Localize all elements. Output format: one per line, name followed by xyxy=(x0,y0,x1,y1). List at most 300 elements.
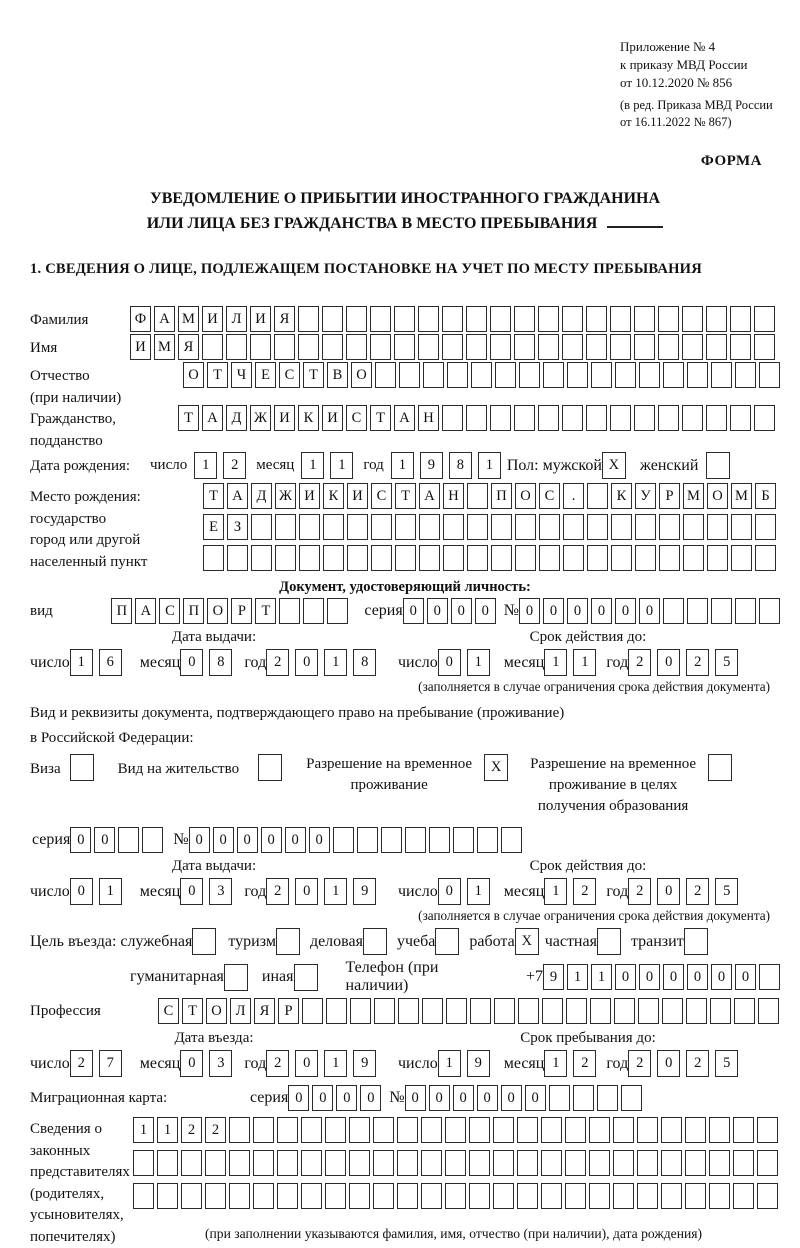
permit-expiry-year-cell[interactable]: 0 xyxy=(657,878,680,905)
representatives-cell[interactable] xyxy=(469,1183,490,1209)
given-name-cell[interactable] xyxy=(538,334,559,360)
representatives-cell[interactable] xyxy=(565,1117,586,1143)
stay-day-cell[interactable]: 1 xyxy=(438,1050,461,1077)
stay-month-input[interactable] xyxy=(544,1050,596,1077)
stay-day-cell[interactable]: 9 xyxy=(467,1050,490,1077)
phone-cell[interactable]: 0 xyxy=(663,964,684,990)
doc-expiry-day-input[interactable] xyxy=(438,649,490,676)
migcard-series-cell[interactable]: 0 xyxy=(288,1085,309,1111)
birthplace-cell[interactable] xyxy=(515,545,536,571)
birthplace-cell[interactable] xyxy=(251,545,272,571)
representatives-cell[interactable] xyxy=(517,1183,538,1209)
representatives-cell[interactable] xyxy=(397,1150,418,1176)
representatives-cell[interactable] xyxy=(517,1150,538,1176)
given-name-cell[interactable] xyxy=(418,334,439,360)
profession-cell[interactable] xyxy=(566,998,587,1024)
representatives-cell[interactable] xyxy=(277,1183,298,1209)
doc-issue-day-cell[interactable]: 1 xyxy=(70,649,93,676)
representatives-cell[interactable] xyxy=(709,1183,730,1209)
surname-cell[interactable]: Ф xyxy=(130,306,151,332)
sex-male-checkbox[interactable] xyxy=(602,452,626,479)
birthplace-cell[interactable]: Ж xyxy=(275,483,296,509)
profession-cell[interactable] xyxy=(374,998,395,1024)
profession-cell[interactable] xyxy=(710,998,731,1024)
surname-cell[interactable] xyxy=(346,306,367,332)
entry-day-cell[interactable]: 2 xyxy=(70,1050,93,1077)
representatives-cell[interactable] xyxy=(589,1150,610,1176)
representatives-cell[interactable] xyxy=(565,1183,586,1209)
surname-cell[interactable] xyxy=(370,306,391,332)
representatives-cell[interactable] xyxy=(205,1150,226,1176)
stay-year-cell[interactable]: 2 xyxy=(686,1050,709,1077)
citizenship-cell[interactable]: А xyxy=(202,405,223,431)
surname-cell[interactable] xyxy=(466,306,487,332)
profession-cell[interactable] xyxy=(614,998,635,1024)
birthplace-cell[interactable] xyxy=(659,545,680,571)
representatives-cell[interactable] xyxy=(565,1150,586,1176)
representatives-cell[interactable]: 2 xyxy=(181,1117,202,1143)
birth-day-input[interactable] xyxy=(194,452,246,479)
representatives-input-line3[interactable] xyxy=(133,1183,778,1209)
profession-cell[interactable]: Р xyxy=(278,998,299,1024)
doc-expiry-year-cell[interactable]: 5 xyxy=(715,649,738,676)
representatives-cell[interactable] xyxy=(397,1183,418,1209)
permit-expiry-year-cell[interactable]: 2 xyxy=(628,878,651,905)
document-type-cell[interactable]: А xyxy=(135,598,156,624)
permit-number-cell[interactable] xyxy=(501,827,522,853)
representatives-cell[interactable] xyxy=(325,1150,346,1176)
birthplace-cell[interactable] xyxy=(443,545,464,571)
citizenship-cell[interactable]: Н xyxy=(418,405,439,431)
surname-cell[interactable]: Я xyxy=(274,306,295,332)
stay-month-cell[interactable]: 1 xyxy=(544,1050,567,1077)
profession-cell[interactable] xyxy=(518,998,539,1024)
surname-cell[interactable] xyxy=(682,306,703,332)
representatives-cell[interactable] xyxy=(517,1117,538,1143)
birthplace-cell[interactable] xyxy=(683,545,704,571)
citizenship-cell[interactable]: И xyxy=(322,405,343,431)
given-name-cell[interactable] xyxy=(322,334,343,360)
representatives-cell[interactable] xyxy=(709,1117,730,1143)
profession-cell[interactable] xyxy=(470,998,491,1024)
visa-checkbox[interactable] xyxy=(70,754,94,781)
representatives-cell[interactable] xyxy=(229,1117,250,1143)
doc-issue-year-cell[interactable]: 8 xyxy=(353,649,376,676)
birthplace-cell[interactable] xyxy=(323,545,344,571)
phone-cell[interactable]: 0 xyxy=(639,964,660,990)
patronymic-cell[interactable] xyxy=(447,362,468,388)
birthplace-cell[interactable]: У xyxy=(635,483,656,509)
birthplace-cell[interactable]: К xyxy=(611,483,632,509)
birth-year-input[interactable] xyxy=(391,452,501,479)
birthplace-cell[interactable] xyxy=(467,483,488,509)
representatives-cell[interactable] xyxy=(325,1117,346,1143)
permit-issue-year-cell[interactable]: 1 xyxy=(324,878,347,905)
entry-month-cell[interactable]: 3 xyxy=(209,1050,232,1077)
patronymic-cell[interactable] xyxy=(471,362,492,388)
permit-issue-year-cell[interactable]: 9 xyxy=(353,878,376,905)
permit-issue-month-cell[interactable]: 3 xyxy=(209,878,232,905)
document-number-cell[interactable] xyxy=(663,598,684,624)
birthplace-cell[interactable] xyxy=(347,514,368,540)
representatives-cell[interactable] xyxy=(421,1117,442,1143)
entry-year-input[interactable] xyxy=(266,1050,376,1077)
citizenship-cell[interactable] xyxy=(562,405,583,431)
representatives-cell[interactable] xyxy=(325,1183,346,1209)
citizenship-cell[interactable] xyxy=(514,405,535,431)
doc-issue-day-cell[interactable]: 6 xyxy=(99,649,122,676)
representatives-cell[interactable] xyxy=(661,1183,682,1209)
birthplace-cell[interactable] xyxy=(683,514,704,540)
given-name-cell[interactable] xyxy=(682,334,703,360)
representatives-cell[interactable] xyxy=(253,1183,274,1209)
given-name-cell[interactable] xyxy=(394,334,415,360)
birthplace-cell[interactable] xyxy=(635,514,656,540)
patronymic-cell[interactable] xyxy=(591,362,612,388)
document-number-cell[interactable] xyxy=(759,598,780,624)
purpose-tourism-checkbox-cell[interactable] xyxy=(276,928,300,955)
doc-issue-month-cell[interactable]: 8 xyxy=(209,649,232,676)
document-number-cell[interactable]: 0 xyxy=(567,598,588,624)
citizenship-cell[interactable] xyxy=(610,405,631,431)
sex-male-checkbox-cell[interactable]: X xyxy=(602,452,626,479)
birthplace-cell[interactable] xyxy=(755,514,776,540)
document-series-cell[interactable]: 0 xyxy=(451,598,472,624)
birthplace-cell[interactable] xyxy=(323,514,344,540)
surname-cell[interactable] xyxy=(394,306,415,332)
permit-number-cell[interactable]: 0 xyxy=(285,827,306,853)
profession-cell[interactable] xyxy=(446,998,467,1024)
birthplace-cell[interactable] xyxy=(203,545,224,571)
patronymic-cell[interactable]: Ч xyxy=(231,362,252,388)
document-series-cell[interactable]: 0 xyxy=(427,598,448,624)
patronymic-cell[interactable]: Т xyxy=(303,362,324,388)
doc-issue-year-cell[interactable]: 2 xyxy=(266,649,289,676)
profession-cell[interactable] xyxy=(398,998,419,1024)
stay-month-cell[interactable]: 2 xyxy=(573,1050,596,1077)
citizenship-cell[interactable]: К xyxy=(298,405,319,431)
birth-month-input[interactable] xyxy=(301,452,353,479)
profession-cell[interactable]: Т xyxy=(182,998,203,1024)
birthplace-cell[interactable]: Б xyxy=(755,483,776,509)
surname-cell[interactable]: М xyxy=(178,306,199,332)
patronymic-cell[interactable] xyxy=(543,362,564,388)
birthplace-cell[interactable] xyxy=(587,483,608,509)
doc-issue-month-cell[interactable]: 0 xyxy=(180,649,203,676)
doc-expiry-year-cell[interactable]: 2 xyxy=(628,649,651,676)
citizenship-cell[interactable] xyxy=(682,405,703,431)
phone-cell[interactable]: 9 xyxy=(543,964,564,990)
migcard-number-cell[interactable] xyxy=(549,1085,570,1111)
citizenship-cell[interactable] xyxy=(466,405,487,431)
document-number-cell[interactable]: 0 xyxy=(591,598,612,624)
permit-expiry-year-input[interactable] xyxy=(628,878,738,905)
doc-expiry-day-cell[interactable]: 1 xyxy=(467,649,490,676)
patronymic-input[interactable] xyxy=(183,362,780,388)
birthplace-cell[interactable]: И xyxy=(299,483,320,509)
doc-issue-month-input[interactable] xyxy=(180,649,232,676)
migcard-number-input[interactable] xyxy=(405,1085,642,1111)
representatives-cell[interactable] xyxy=(541,1117,562,1143)
birthplace-cell[interactable] xyxy=(275,514,296,540)
birthplace-cell[interactable] xyxy=(395,514,416,540)
profession-cell[interactable]: О xyxy=(206,998,227,1024)
representatives-cell[interactable] xyxy=(181,1150,202,1176)
birthplace-cell[interactable] xyxy=(563,545,584,571)
citizenship-cell[interactable]: Ж xyxy=(250,405,271,431)
patronymic-cell[interactable] xyxy=(663,362,684,388)
representatives-cell[interactable] xyxy=(157,1183,178,1209)
document-type-cell[interactable]: С xyxy=(159,598,180,624)
birthplace-cell[interactable]: Р xyxy=(659,483,680,509)
representatives-cell[interactable] xyxy=(373,1117,394,1143)
birthplace-cell[interactable] xyxy=(419,514,440,540)
surname-cell[interactable] xyxy=(706,306,727,332)
surname-cell[interactable]: И xyxy=(250,306,271,332)
given-name-cell[interactable]: М xyxy=(154,334,175,360)
birthplace-cell[interactable]: З xyxy=(227,514,248,540)
purpose-private-checkbox[interactable] xyxy=(597,928,621,955)
representatives-cell[interactable] xyxy=(757,1117,778,1143)
representatives-cell[interactable]: 1 xyxy=(157,1117,178,1143)
purpose-humanitarian-checkbox-cell[interactable] xyxy=(224,964,248,991)
citizenship-cell[interactable] xyxy=(634,405,655,431)
permit-issue-day-input[interactable] xyxy=(70,878,122,905)
surname-cell[interactable] xyxy=(610,306,631,332)
migcard-series-cell[interactable]: 0 xyxy=(312,1085,333,1111)
citizenship-cell[interactable]: Д xyxy=(226,405,247,431)
birthplace-cell[interactable]: Е xyxy=(203,514,224,540)
birthplace-cell[interactable] xyxy=(755,545,776,571)
given-name-cell[interactable] xyxy=(346,334,367,360)
birthplace-cell[interactable] xyxy=(659,514,680,540)
birthplace-input-line2[interactable] xyxy=(203,514,776,540)
representatives-cell[interactable] xyxy=(589,1183,610,1209)
representatives-cell[interactable]: 1 xyxy=(133,1117,154,1143)
document-number-cell[interactable]: 0 xyxy=(615,598,636,624)
birthplace-cell[interactable]: А xyxy=(419,483,440,509)
representatives-cell[interactable] xyxy=(157,1150,178,1176)
doc-issue-day-input[interactable] xyxy=(70,649,122,676)
permit-issue-year-cell[interactable]: 2 xyxy=(266,878,289,905)
entry-day-input[interactable] xyxy=(70,1050,122,1077)
citizenship-cell[interactable] xyxy=(490,405,511,431)
entry-day-cell[interactable]: 7 xyxy=(99,1050,122,1077)
permit-number-cell[interactable]: 0 xyxy=(213,827,234,853)
patronymic-cell[interactable] xyxy=(735,362,756,388)
citizenship-cell[interactable] xyxy=(706,405,727,431)
representatives-cell[interactable] xyxy=(685,1117,706,1143)
entry-year-cell[interactable]: 9 xyxy=(353,1050,376,1077)
birthplace-cell[interactable]: Т xyxy=(395,483,416,509)
migcard-series-input[interactable] xyxy=(288,1085,381,1111)
purpose-official-checkbox-cell[interactable] xyxy=(192,928,216,955)
profession-cell[interactable] xyxy=(542,998,563,1024)
given-name-cell[interactable] xyxy=(658,334,679,360)
document-number-cell[interactable]: 0 xyxy=(543,598,564,624)
document-number-cell[interactable] xyxy=(735,598,756,624)
surname-cell[interactable] xyxy=(730,306,751,332)
birthplace-cell[interactable] xyxy=(275,545,296,571)
stay-year-cell[interactable]: 0 xyxy=(657,1050,680,1077)
birth-year-cell[interactable]: 1 xyxy=(391,452,414,479)
birthplace-input-line1[interactable] xyxy=(203,483,776,509)
stay-year-cell[interactable]: 5 xyxy=(715,1050,738,1077)
entry-year-cell[interactable]: 0 xyxy=(295,1050,318,1077)
migcard-series-cell[interactable]: 0 xyxy=(360,1085,381,1111)
permit-number-cell[interactable] xyxy=(429,827,450,853)
profession-cell[interactable]: Я xyxy=(254,998,275,1024)
citizenship-cell[interactable] xyxy=(730,405,751,431)
migcard-number-cell[interactable]: 0 xyxy=(453,1085,474,1111)
given-name-cell[interactable] xyxy=(298,334,319,360)
surname-cell[interactable] xyxy=(490,306,511,332)
representatives-cell[interactable] xyxy=(133,1150,154,1176)
purpose-study-checkbox[interactable] xyxy=(435,928,459,955)
birthplace-cell[interactable] xyxy=(707,545,728,571)
representatives-cell[interactable] xyxy=(301,1150,322,1176)
profession-cell[interactable] xyxy=(494,998,515,1024)
document-series-input[interactable] xyxy=(403,598,496,624)
migcard-number-cell[interactable]: 0 xyxy=(525,1085,546,1111)
representatives-cell[interactable] xyxy=(589,1117,610,1143)
representatives-cell[interactable] xyxy=(661,1150,682,1176)
representatives-cell[interactable] xyxy=(613,1183,634,1209)
profession-cell[interactable] xyxy=(638,998,659,1024)
permit-number-cell[interactable] xyxy=(381,827,402,853)
profession-cell[interactable]: С xyxy=(158,998,179,1024)
birth-day-cell[interactable]: 1 xyxy=(194,452,217,479)
representatives-cell[interactable] xyxy=(181,1183,202,1209)
surname-cell[interactable] xyxy=(586,306,607,332)
representatives-cell[interactable] xyxy=(373,1150,394,1176)
representatives-cell[interactable] xyxy=(397,1117,418,1143)
patronymic-cell[interactable] xyxy=(423,362,444,388)
permit-expiry-month-cell[interactable]: 2 xyxy=(573,878,596,905)
birthplace-cell[interactable] xyxy=(707,514,728,540)
birth-month-cell[interactable]: 1 xyxy=(301,452,324,479)
patronymic-cell[interactable]: Т xyxy=(207,362,228,388)
given-name-cell[interactable] xyxy=(562,334,583,360)
representatives-cell[interactable] xyxy=(349,1183,370,1209)
citizenship-cell[interactable] xyxy=(538,405,559,431)
birthplace-cell[interactable] xyxy=(299,514,320,540)
representatives-cell[interactable] xyxy=(445,1183,466,1209)
temp-residence-checkbox-cell[interactable]: X xyxy=(484,754,508,781)
representatives-input-line1[interactable] xyxy=(133,1117,778,1143)
permit-expiry-year-cell[interactable]: 2 xyxy=(686,878,709,905)
birthplace-cell[interactable]: О xyxy=(515,483,536,509)
document-number-cell[interactable]: 0 xyxy=(639,598,660,624)
representatives-cell[interactable] xyxy=(301,1183,322,1209)
purpose-private-checkbox-cell[interactable] xyxy=(597,928,621,955)
patronymic-cell[interactable] xyxy=(759,362,780,388)
patronymic-cell[interactable]: О xyxy=(351,362,372,388)
purpose-work-checkbox-cell[interactable]: X xyxy=(515,928,539,955)
permit-issue-year-input[interactable] xyxy=(266,878,376,905)
permit-number-cell[interactable]: 0 xyxy=(237,827,258,853)
birthplace-cell[interactable]: М xyxy=(683,483,704,509)
doc-expiry-month-input[interactable] xyxy=(544,649,596,676)
document-type-cell[interactable]: О xyxy=(207,598,228,624)
profession-cell[interactable] xyxy=(326,998,347,1024)
given-name-cell[interactable] xyxy=(442,334,463,360)
document-type-cell[interactable] xyxy=(303,598,324,624)
permit-expiry-year-cell[interactable]: 5 xyxy=(715,878,738,905)
document-series-cell[interactable]: 0 xyxy=(475,598,496,624)
birth-year-cell[interactable]: 8 xyxy=(449,452,472,479)
birthplace-cell[interactable]: И xyxy=(347,483,368,509)
profession-cell[interactable] xyxy=(758,998,779,1024)
birthplace-cell[interactable] xyxy=(515,514,536,540)
document-number-input[interactable] xyxy=(519,598,780,624)
profession-cell[interactable] xyxy=(302,998,323,1024)
surname-cell[interactable] xyxy=(754,306,775,332)
representatives-cell[interactable] xyxy=(637,1117,658,1143)
permit-number-cell[interactable]: 0 xyxy=(189,827,210,853)
purpose-study-checkbox-cell[interactable] xyxy=(435,928,459,955)
birthplace-cell[interactable] xyxy=(587,545,608,571)
permit-issue-day-cell[interactable]: 1 xyxy=(99,878,122,905)
entry-year-cell[interactable]: 2 xyxy=(266,1050,289,1077)
profession-cell[interactable] xyxy=(734,998,755,1024)
permit-series-cell[interactable]: 0 xyxy=(94,827,115,853)
given-name-cell[interactable] xyxy=(586,334,607,360)
given-name-cell[interactable] xyxy=(634,334,655,360)
patronymic-cell[interactable]: Е xyxy=(255,362,276,388)
entry-month-cell[interactable]: 0 xyxy=(180,1050,203,1077)
document-type-cell[interactable]: Р xyxy=(231,598,252,624)
permit-expiry-day-cell[interactable]: 1 xyxy=(467,878,490,905)
birthplace-cell[interactable] xyxy=(539,514,560,540)
permit-series-cell[interactable]: 0 xyxy=(70,827,91,853)
representatives-cell[interactable] xyxy=(349,1150,370,1176)
birthplace-cell[interactable] xyxy=(731,545,752,571)
representatives-cell[interactable] xyxy=(541,1183,562,1209)
patronymic-cell[interactable] xyxy=(399,362,420,388)
birthplace-cell[interactable]: Т xyxy=(203,483,224,509)
profession-cell[interactable] xyxy=(590,998,611,1024)
document-type-cell[interactable] xyxy=(327,598,348,624)
birthplace-cell[interactable] xyxy=(299,545,320,571)
phone-cell[interactable]: 1 xyxy=(567,964,588,990)
document-type-input[interactable] xyxy=(111,598,348,624)
representatives-cell[interactable] xyxy=(253,1117,274,1143)
representatives-cell[interactable] xyxy=(469,1150,490,1176)
profession-cell[interactable] xyxy=(422,998,443,1024)
birth-month-cell[interactable]: 1 xyxy=(330,452,353,479)
birthplace-cell[interactable] xyxy=(587,514,608,540)
representatives-cell[interactable] xyxy=(757,1150,778,1176)
patronymic-cell[interactable] xyxy=(519,362,540,388)
birthplace-cell[interactable] xyxy=(371,545,392,571)
surname-cell[interactable] xyxy=(634,306,655,332)
representatives-cell[interactable] xyxy=(229,1150,250,1176)
birthplace-cell[interactable] xyxy=(251,514,272,540)
patronymic-cell[interactable] xyxy=(375,362,396,388)
given-name-cell[interactable] xyxy=(370,334,391,360)
representatives-cell[interactable] xyxy=(541,1150,562,1176)
surname-cell[interactable] xyxy=(298,306,319,332)
representatives-cell[interactable] xyxy=(613,1117,634,1143)
given-name-cell[interactable] xyxy=(250,334,271,360)
permit-expiry-month-cell[interactable]: 1 xyxy=(544,878,567,905)
given-name-cell[interactable] xyxy=(706,334,727,360)
phone-input[interactable] xyxy=(543,964,780,990)
document-number-cell[interactable] xyxy=(687,598,708,624)
birthplace-cell[interactable]: Н xyxy=(443,483,464,509)
birth-year-cell[interactable]: 1 xyxy=(478,452,501,479)
